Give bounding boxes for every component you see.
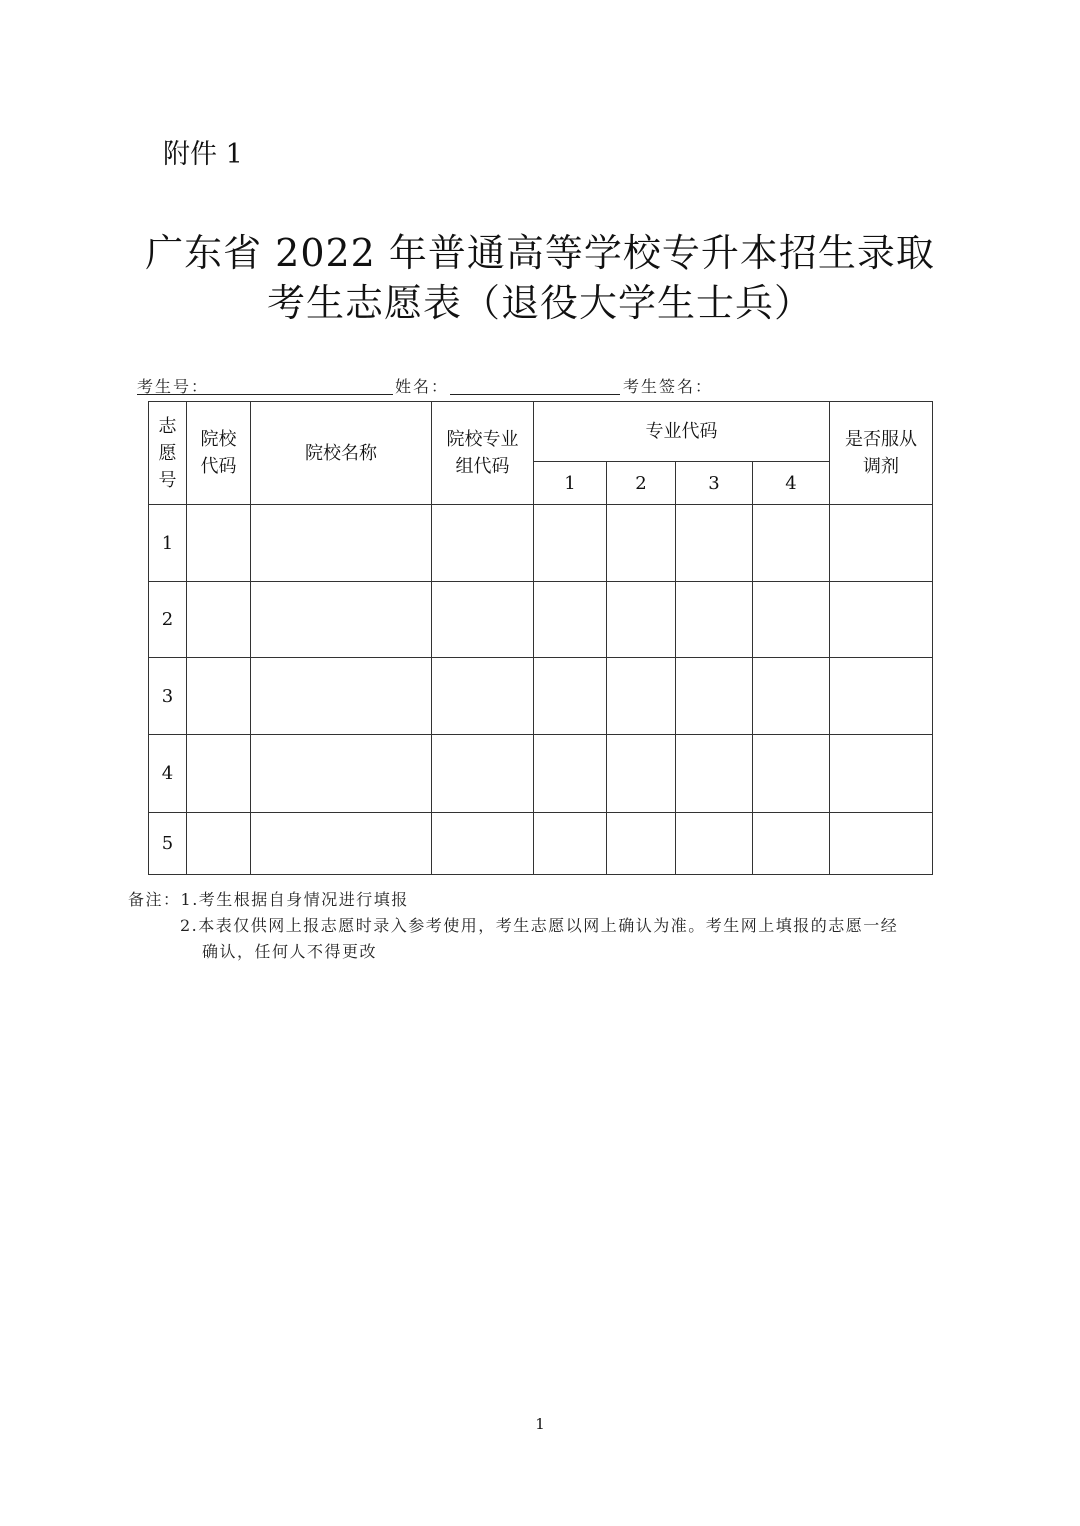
school-code-header: 院校 代码 bbox=[187, 402, 251, 505]
cell[interactable] bbox=[251, 505, 432, 582]
major-subcol-3: 3 bbox=[676, 462, 753, 505]
cell[interactable] bbox=[187, 658, 251, 735]
choice-number-header: 志 愿 号 bbox=[149, 402, 187, 505]
cell[interactable] bbox=[187, 735, 251, 813]
cell[interactable] bbox=[534, 658, 607, 735]
cell[interactable] bbox=[432, 735, 534, 813]
major-subcol-4: 4 bbox=[753, 462, 830, 505]
cell[interactable] bbox=[830, 813, 933, 875]
attachment-label: 附件 1 bbox=[163, 139, 243, 170]
row-number: 4 bbox=[149, 735, 187, 813]
name-label: 姓名： bbox=[395, 377, 450, 396]
cell[interactable] bbox=[432, 505, 534, 582]
note-2: 2.本表仅供网上报志愿时录入参考使用，考生志愿以网上确认为准。考生网上填报的志愿一经 bbox=[180, 916, 899, 935]
cell[interactable] bbox=[432, 582, 534, 658]
cell[interactable] bbox=[251, 813, 432, 875]
note-1: 1.考生根据自身情况进行填报 bbox=[180, 890, 409, 909]
cell[interactable] bbox=[534, 582, 607, 658]
exam-number-label: 考生号： bbox=[137, 377, 210, 396]
cell[interactable] bbox=[676, 658, 753, 735]
cell[interactable] bbox=[830, 505, 933, 582]
cell[interactable] bbox=[534, 813, 607, 875]
notes bbox=[128, 887, 898, 965]
cell[interactable] bbox=[676, 505, 753, 582]
adjust-header: 是否服从 调剂 bbox=[830, 402, 933, 505]
row-number: 3 bbox=[149, 658, 187, 735]
notes-prefix: 备注： bbox=[128, 890, 181, 909]
cell[interactable] bbox=[607, 735, 676, 813]
cell[interactable] bbox=[534, 505, 607, 582]
table-row bbox=[149, 505, 933, 582]
table-row bbox=[149, 813, 933, 875]
page-title-line1: 广东省 2022 年普通高等学校专升本招生录取 bbox=[145, 231, 935, 275]
cell[interactable] bbox=[676, 582, 753, 658]
cell[interactable] bbox=[676, 735, 753, 813]
note-2-continued: 确认，任何人不得更改 bbox=[202, 942, 378, 961]
major-code-header: 专业代码 bbox=[534, 402, 830, 462]
cell[interactable] bbox=[607, 813, 676, 875]
table-row bbox=[149, 658, 933, 735]
cell[interactable] bbox=[187, 813, 251, 875]
major-subcol-2: 2 bbox=[607, 462, 676, 505]
cell[interactable] bbox=[753, 813, 830, 875]
cell[interactable] bbox=[251, 582, 432, 658]
cell[interactable] bbox=[187, 582, 251, 658]
table-row bbox=[149, 735, 933, 813]
exam-number-line[interactable] bbox=[137, 394, 393, 395]
cell[interactable] bbox=[830, 582, 933, 658]
row-number: 1 bbox=[149, 505, 187, 582]
cell[interactable] bbox=[607, 505, 676, 582]
cell[interactable] bbox=[432, 658, 534, 735]
group-code-header: 院校专业 组代码 bbox=[432, 402, 534, 505]
cell[interactable] bbox=[251, 658, 432, 735]
cell[interactable] bbox=[432, 813, 534, 875]
cell[interactable] bbox=[534, 735, 607, 813]
row-number: 5 bbox=[149, 813, 187, 875]
cell[interactable] bbox=[830, 735, 933, 813]
signature-label: 考生签名： bbox=[623, 377, 714, 396]
cell[interactable] bbox=[753, 582, 830, 658]
cell[interactable] bbox=[607, 582, 676, 658]
cell[interactable] bbox=[753, 735, 830, 813]
page-number: 1 bbox=[535, 1415, 545, 1433]
school-name-header: 院校名称 bbox=[251, 402, 432, 505]
cell[interactable] bbox=[607, 658, 676, 735]
name-line[interactable] bbox=[450, 394, 620, 395]
choice-table bbox=[148, 401, 933, 875]
cell[interactable] bbox=[753, 658, 830, 735]
major-subcol-1: 1 bbox=[534, 462, 607, 505]
cell[interactable] bbox=[187, 505, 251, 582]
cell[interactable] bbox=[251, 735, 432, 813]
cell[interactable] bbox=[753, 505, 830, 582]
row-number: 2 bbox=[149, 582, 187, 658]
cell[interactable] bbox=[830, 658, 933, 735]
page-title-line2: 考生志愿表（退役大学生士兵） bbox=[266, 281, 813, 325]
table-row bbox=[149, 582, 933, 658]
cell[interactable] bbox=[676, 813, 753, 875]
